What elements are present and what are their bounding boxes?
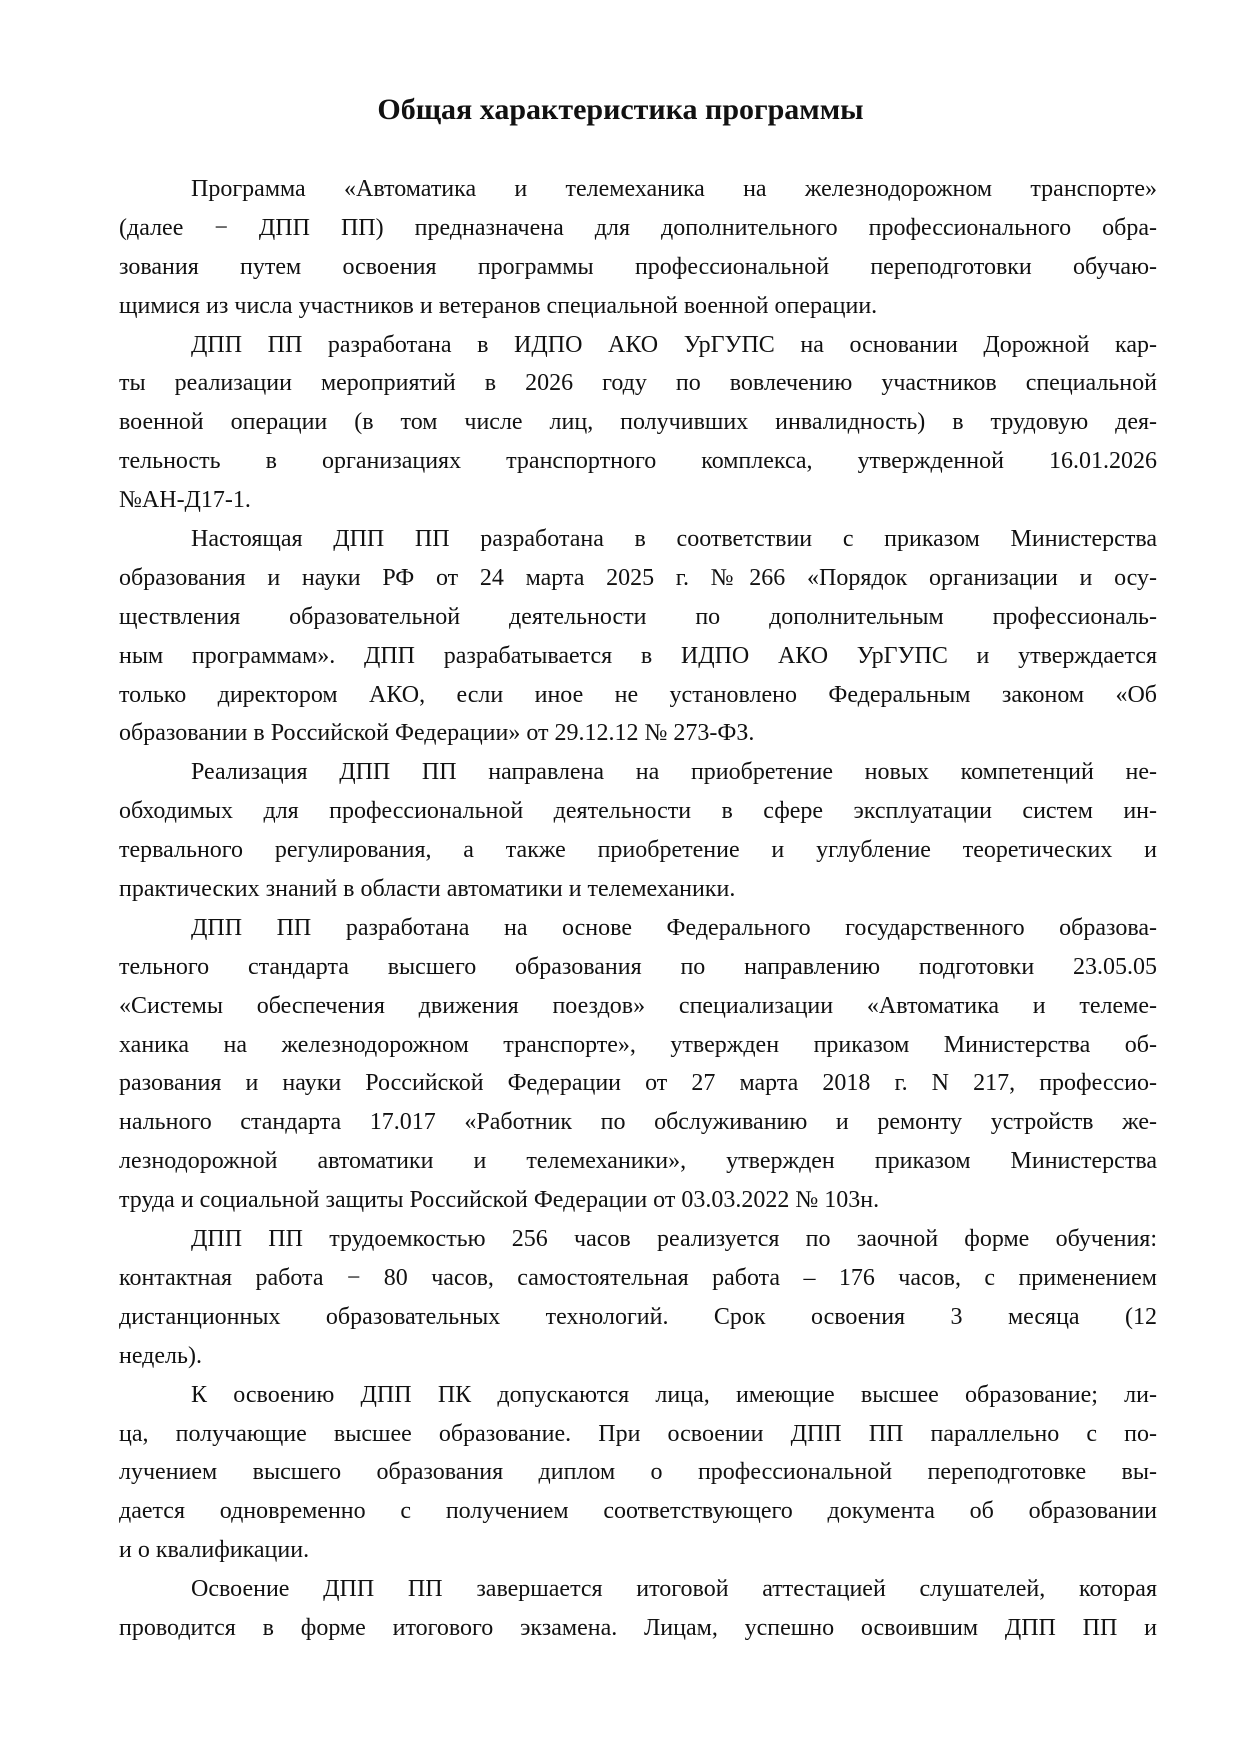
text-line: тельность в организациях транспортного комплекса, утвержденной 16.01.2026 <box>119 448 1157 475</box>
paragraph <box>119 326 1157 520</box>
text-line: ца, получающие высшее образование. При освоении ДПП ПП параллельно с по- <box>119 1420 1157 1447</box>
text-line: дистанционных образовательных технологий. Срок освоения 3 месяца (12 <box>119 1303 1157 1330</box>
text-line: образования и науки РФ от 24 марта 2025 г. №266 «Порядок организации и осу- <box>119 564 1157 591</box>
text-line: тервального регулирования, а также приобретение и углубление теоретических и <box>119 837 1157 864</box>
text-line: зования путем освоения программы профессиональной переподготовки обучаю- <box>119 253 1157 280</box>
page-title: Общая характеристика программы <box>377 93 864 126</box>
text-line: дается одновременно с получением соответствующего документа об образовании <box>119 1498 1157 1525</box>
text-line: только директором АКО, если иное не установлено Федеральным законом «Об <box>119 681 1157 708</box>
text-line: военной операции (в том числе лиц, получивших инвалидность) в трудовую дея- <box>119 409 1157 436</box>
text-line: ДПП ПП трудоемкостью 256 часов реализуется по заочной форме обучения: <box>191 1226 1157 1253</box>
text-line: контактная работа − 80 часов, самостоятельная работа – 176 часов, с применением <box>119 1264 1157 1291</box>
text-line: ханика на железнодорожном транспорте», утвержден приказом Министерства об- <box>119 1031 1157 1058</box>
text-line: Реализация ДПП ПП направлена на приобретение новых компетенций не- <box>191 759 1157 786</box>
text-line: нального стандарта 17.017 «Работник по обслуживанию и ремонту устройств же- <box>119 1109 1157 1136</box>
paragraph <box>119 1570 1157 1648</box>
text-line: Настоящая ДПП ПП разработана в соответствии с приказом Министерства <box>191 526 1157 553</box>
paragraph <box>119 909 1157 1220</box>
text-line: лезнодорожной автоматики и телемеханики», утвержден приказом Министерства <box>119 1148 1157 1175</box>
paragraph <box>119 520 1157 753</box>
text-line: недель). <box>119 1342 202 1369</box>
text-line: ДПП ПП разработана на основе Федерального государственного образова- <box>191 914 1157 941</box>
text-line: Программа «Автоматика и телемеханика на железнодорожном транспорте» <box>191 176 1157 202</box>
text-line: №АН-Д17-1. <box>119 487 251 514</box>
text-line: ДПП ПП разработана в ИДПО АКО УрГУПС на основании Дорожной кар- <box>191 331 1157 358</box>
text-line: труда и социальной защиты Российской Федерации от 03.03.2022 № 103н. <box>119 1187 880 1214</box>
text-line: образовании в Российской Федерации» от 29.12.12 № 273-ФЗ. <box>119 720 755 747</box>
text-line: К освоению ДПП ПК допускаются лица, имеющие высшее образование; ли- <box>191 1381 1157 1408</box>
text-line: проводится в форме итогового экзамена. Лицам, успешно освоившим ДПП ПП и <box>119 1614 1157 1641</box>
text-line: ществления образовательной деятельности по дополнительным профессиональ- <box>119 603 1157 630</box>
text-line: (далее − ДПП ПП) предназначена для дополнительного профессионального обра- <box>119 214 1157 241</box>
text-line: «Системы обеспечения движения поездов» специализации «Автоматика и телеме- <box>119 992 1157 1019</box>
document-body <box>119 170 1157 1648</box>
text-line: разования и науки Российской Федерации от 27 марта 2018 г. N 217, профессио- <box>119 1070 1157 1097</box>
paragraph <box>119 170 1157 326</box>
paragraph <box>119 1376 1157 1570</box>
text-line: лучением высшего образования диплом о профессиональной переподготовке вы- <box>119 1459 1157 1486</box>
text-line: щимися из числа участников и ветеранов специальной военной операции. <box>119 292 878 319</box>
paragraph <box>119 1220 1157 1376</box>
paragraph <box>119 753 1157 909</box>
text-line: тельного стандарта высшего образования по направлению подготовки 23.05.05 <box>119 953 1157 980</box>
text-line: ты реализации мероприятий в 2026 году по вовлечению участников специальной <box>119 370 1157 397</box>
text-line: ным программам». ДПП разрабатывается в ИДПО АКО УрГУПС и утверждается <box>119 642 1157 669</box>
text-line: обходимых для профессиональной деятельности в сфере эксплуатации систем ин- <box>119 798 1157 825</box>
text-line: и о квалификации. <box>119 1537 310 1564</box>
text-line: практических знаний в области автоматики и телемеханики. <box>119 876 736 903</box>
text-line: Освоение ДПП ПП завершается итоговой аттестацией слушателей, которая <box>191 1576 1157 1603</box>
